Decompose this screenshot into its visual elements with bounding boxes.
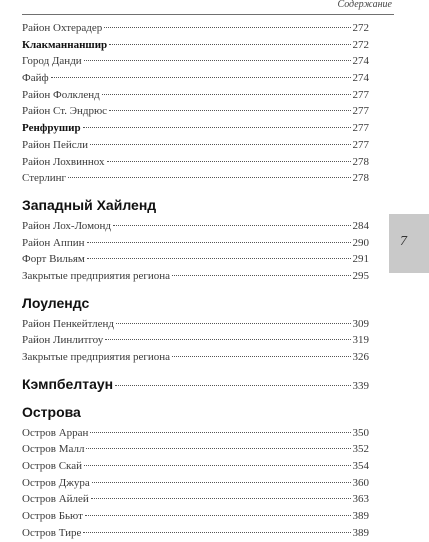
toc-entry-page: 274 <box>352 72 369 85</box>
toc-entry-title: Район Фолкленд <box>22 88 100 101</box>
dot-leader <box>84 465 351 466</box>
toc-entry[interactable] <box>22 20 369 37</box>
toc-entry[interactable] <box>22 154 369 171</box>
toc-entry-page: 277 <box>352 138 369 151</box>
toc-entry[interactable] <box>22 70 369 87</box>
dot-leader <box>105 339 350 340</box>
dot-leader <box>92 482 351 483</box>
dot-leader <box>109 110 350 111</box>
toc-entry[interactable] <box>22 268 369 285</box>
dot-leader <box>86 448 350 449</box>
toc-entry-page: 309 <box>352 317 369 330</box>
toc-entry-title: Остров Айлей <box>22 493 89 506</box>
toc-entry-title: Остров Малл <box>22 443 85 456</box>
toc-entry-title: Район Охтерадер <box>22 22 103 34</box>
toc-entry-page: 363 <box>352 493 369 506</box>
toc-entry-title: Остров Тире <box>22 526 82 539</box>
header-rule <box>22 14 394 15</box>
toc-entry[interactable] <box>22 349 369 366</box>
dot-leader <box>87 242 351 243</box>
dot-leader <box>107 161 351 162</box>
toc-section-heading[interactable]: Лоулендс <box>22 294 90 311</box>
toc-entry-title: Клакманнаншир <box>22 38 108 51</box>
toc-section-heading[interactable]: Западный Хайленд <box>22 196 157 213</box>
toc-entry-title: Остров Скай <box>22 460 82 473</box>
toc-entry[interactable] <box>22 508 369 525</box>
toc-entry-page: 272 <box>352 22 369 34</box>
toc-entry-title: Район Линлитгоу <box>22 334 104 347</box>
toc-entry-page: 354 <box>352 460 369 473</box>
toc-entry-title: Стерлинг <box>22 172 67 185</box>
dot-leader <box>90 144 351 145</box>
toc-entry-title: Район Ст. Эндрюс <box>22 105 108 118</box>
toc-entry-title: Район Пейсли <box>22 138 88 151</box>
toc-entry-title: Закрытые предприятия региона <box>22 269 171 282</box>
toc-entry-title: Район Лох-Ломонд <box>22 219 112 232</box>
dot-leader <box>87 258 351 259</box>
chapter-tab <box>389 214 429 273</box>
toc-entry-page: 284 <box>352 219 369 232</box>
toc-entry-page: 278 <box>352 155 369 168</box>
toc-entry-page: 319 <box>352 334 369 347</box>
toc-entry[interactable] <box>22 525 369 542</box>
dot-leader <box>85 515 351 516</box>
toc-entry-page: 272 <box>352 38 369 51</box>
toc-entry-page: 274 <box>352 55 369 68</box>
toc-entry-page: 326 <box>352 351 369 363</box>
toc-entry-page: 389 <box>352 510 369 523</box>
running-header <box>0 0 429 17</box>
dot-leader <box>83 532 350 533</box>
toc-entry-page: 290 <box>352 236 369 249</box>
toc-entry-page: 360 <box>352 476 369 489</box>
toc-entry[interactable] <box>22 120 369 137</box>
toc-entry[interactable] <box>22 53 369 70</box>
toc-section-heading[interactable]: Острова <box>22 403 81 420</box>
toc-entry[interactable] <box>22 218 369 235</box>
toc-entry-page: 295 <box>352 269 369 282</box>
toc-entry-title: Форт Вильям <box>22 253 85 266</box>
dot-leader <box>90 432 350 433</box>
dot-leader <box>68 177 350 178</box>
toc-entry-page: 350 <box>352 426 369 439</box>
toc-entry[interactable] <box>22 251 369 268</box>
toc-entry-title: Остров Бьют <box>22 510 83 523</box>
toc-entry-page: 278 <box>352 172 369 185</box>
dot-leader <box>104 27 350 28</box>
dot-leader <box>84 60 351 61</box>
toc-entry-title: Закрытые предприятия региона <box>22 351 171 363</box>
toc-entry[interactable] <box>22 37 369 54</box>
dot-leader <box>116 323 351 324</box>
toc-entry[interactable] <box>22 441 369 458</box>
toc-entry[interactable] <box>22 332 369 349</box>
dot-leader <box>172 356 350 357</box>
dot-leader <box>109 44 350 45</box>
dot-leader <box>113 225 350 226</box>
toc-entry-page: 277 <box>352 105 369 118</box>
toc-entry-page: 277 <box>352 122 369 135</box>
dot-leader <box>91 498 351 499</box>
toc-entry-title: Остров Джура <box>22 476 90 489</box>
toc-entry-title: Ренфрушир <box>22 122 81 135</box>
toc-section-title: Кэмпбелтаун <box>22 375 114 392</box>
toc-entry-title: Город Данди <box>22 55 82 68</box>
table-of-contents <box>22 20 369 542</box>
dot-leader <box>172 275 350 276</box>
dot-leader <box>83 127 351 128</box>
dot-leader <box>115 385 350 386</box>
toc-entry[interactable] <box>22 170 369 187</box>
toc-entry[interactable] <box>22 87 369 104</box>
toc-entry-title: Район Пенкейтленд <box>22 317 114 330</box>
toc-entry[interactable] <box>22 475 369 492</box>
toc-entry[interactable] <box>22 425 369 442</box>
toc-entry[interactable] <box>22 235 369 252</box>
running-header-title: Содержание <box>337 0 392 10</box>
chapter-tab-number: 7 <box>400 234 407 249</box>
toc-entry[interactable] <box>22 458 369 475</box>
toc-entry[interactable] <box>22 491 369 508</box>
toc-entry[interactable] <box>22 137 369 154</box>
toc-entry-page: 277 <box>352 88 369 101</box>
toc-section-entry[interactable] <box>22 374 369 394</box>
dot-leader <box>51 77 351 78</box>
toc-section-page: 339 <box>352 379 369 392</box>
dot-leader <box>102 94 351 95</box>
toc-entry-page: 352 <box>352 443 369 456</box>
toc-entry-title: Район Лохвиннох <box>22 155 105 168</box>
toc-entry-title: Остров Арран <box>22 426 89 439</box>
toc-entry-title: Файф <box>22 72 49 85</box>
toc-entry[interactable] <box>22 316 369 333</box>
toc-entry-page: 389 <box>352 526 369 539</box>
toc-entry-page: 291 <box>352 253 369 266</box>
toc-entry-title: Район Аппин <box>22 236 85 249</box>
toc-entry[interactable] <box>22 103 369 120</box>
